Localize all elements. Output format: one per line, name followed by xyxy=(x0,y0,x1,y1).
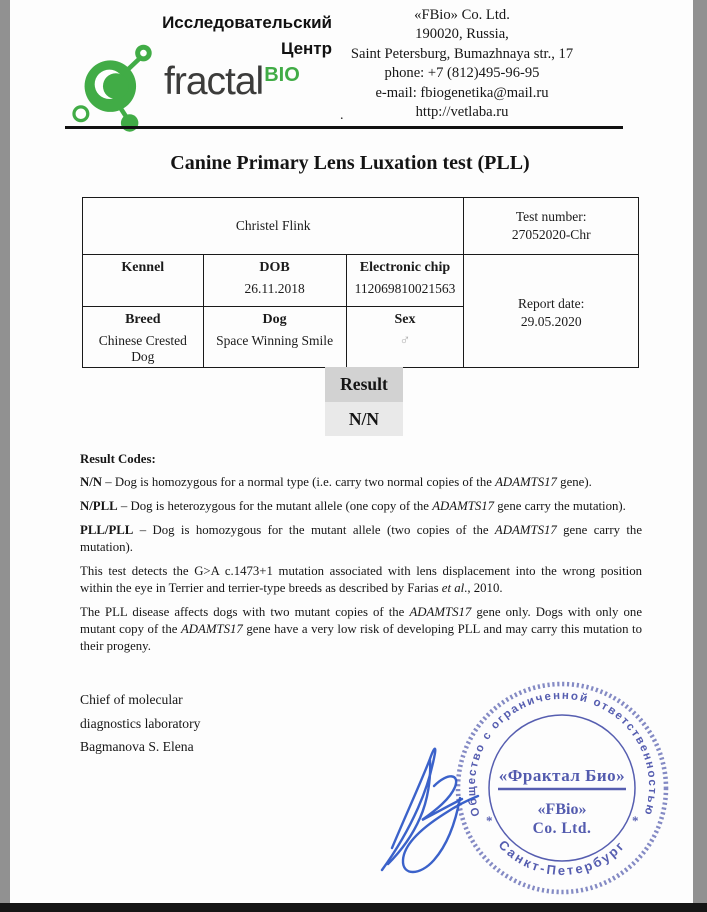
dog-value: Space Winning Smile xyxy=(216,333,334,348)
kennel-label: Kennel xyxy=(121,260,165,275)
stamp-company-ru: «Фрактал Био» xyxy=(498,766,626,785)
info-table xyxy=(82,197,639,368)
dob-label: DOB xyxy=(259,260,290,275)
test-number-value: 27052020-Chr xyxy=(511,227,591,242)
signature xyxy=(382,749,478,872)
breed-value: Chinese Crested Dog xyxy=(98,333,187,364)
signatory-block xyxy=(80,688,200,759)
sex-label: Sex xyxy=(394,312,416,327)
report-date-cell xyxy=(464,255,639,368)
street-address: Saint Petersburg, Bumazhnaya str., 17 xyxy=(350,45,574,62)
fractal-bio-logo xyxy=(68,40,299,136)
disease-description-paragraph: The PLL disease affects dogs with two mutant copies of the ADAMTS17 gene only. Dogs with only one mutant copy of the ADAMTS17 gene have a very low risk of developing PLL and may carry this mutation to their progeny. xyxy=(80,605,642,653)
chip-cell xyxy=(346,255,464,307)
table-row xyxy=(83,255,639,307)
sex-cell xyxy=(346,307,464,368)
website-url: http://vetlaba.ru xyxy=(415,104,509,121)
report-date-label: Report date: xyxy=(518,295,585,311)
org-name-line1: Исследовательский xyxy=(162,13,332,32)
stamp-company-en: «FBio» xyxy=(537,801,587,818)
stamp-and-signature xyxy=(370,668,690,906)
result-block xyxy=(325,367,403,436)
stamp-star-right: * xyxy=(632,813,639,828)
stamp-star-left: * xyxy=(486,813,493,828)
test-number-cell xyxy=(464,198,639,255)
result-codes-section xyxy=(80,451,642,662)
male-symbol: ♂ xyxy=(399,333,411,349)
document-title: Canine Primary Lens Luxation test (PLL) xyxy=(170,152,530,174)
dob-value: 26.11.2018 xyxy=(244,281,305,296)
logo-bio-label: BIO xyxy=(264,64,300,86)
postal-code: 190020, Russia, xyxy=(415,26,509,43)
molecule-icon xyxy=(68,40,160,136)
document-page xyxy=(10,0,693,903)
chip-label: Electronic chip xyxy=(359,260,451,275)
contact-block xyxy=(312,6,612,122)
logo-wordmark xyxy=(164,62,299,108)
result-codes-heading: Result Codes: xyxy=(80,452,156,466)
dob-cell xyxy=(203,255,346,307)
kennel-cell xyxy=(83,255,204,307)
stray-dot: . xyxy=(340,108,344,123)
result-value-badge: N/N xyxy=(325,402,403,436)
signatory-role-line2: diagnostics laboratory xyxy=(80,715,201,731)
logo-word: fractal xyxy=(164,60,264,103)
test-number-label: Test number: xyxy=(515,209,587,224)
owner-name-cell: Christel Flink xyxy=(83,198,464,255)
scan-bottom-edge xyxy=(0,903,707,912)
table-row xyxy=(83,198,639,255)
org-name-line2: Центр xyxy=(280,39,332,58)
report-date-value: 29.05.2020 xyxy=(520,313,582,329)
phone-number: phone: +7 (812)495-96-95 xyxy=(384,65,540,82)
code-nn-paragraph: N/N – Dog is homozygous for a normal type (i.e. carry two normal copies of the ADAMTS17 gene). xyxy=(80,475,592,489)
stamp-ring-bottom-text: Санкт-Петербург xyxy=(495,837,629,879)
code-npll-paragraph: N/PLL – Dog is heterozygous for the mutant allele (one copy of the ADAMTS17 gene carry the mutation). xyxy=(80,499,626,513)
dog-name-cell xyxy=(203,307,346,368)
stamp-co-ltd: Co. Ltd. xyxy=(532,820,592,837)
test-description-paragraph: This test detects the G>A c.1473+1 mutation associated with lens displacement into the wrong position within the eye in Terrier and terrier-type breeds as described by Farias et al., 2010. xyxy=(80,564,642,595)
header-divider xyxy=(65,126,623,129)
code-pllpll-paragraph: PLL/PLL – Dog is homozygous for the mutant allele (two copies of the ADAMTS17 gene carry the mutation). xyxy=(80,523,642,554)
email-address: e-mail: fbiogenetika@mail.ru xyxy=(375,84,549,101)
signatory-role-line1: Chief of molecular xyxy=(80,692,183,707)
breed-label: Breed xyxy=(125,312,161,327)
dog-label: Dog xyxy=(262,312,287,327)
breed-cell xyxy=(83,307,204,368)
signatory-name: Bagmanova S. Elena xyxy=(80,739,194,754)
company-stamp xyxy=(370,668,690,906)
chip-value: 112069810021563 xyxy=(354,281,456,296)
company-name: «FBio» Co. Ltd. xyxy=(414,7,510,23)
stamp-ring-top-text: Общество с ограниченной ответственностью xyxy=(465,689,659,818)
result-label: Result xyxy=(325,367,403,402)
